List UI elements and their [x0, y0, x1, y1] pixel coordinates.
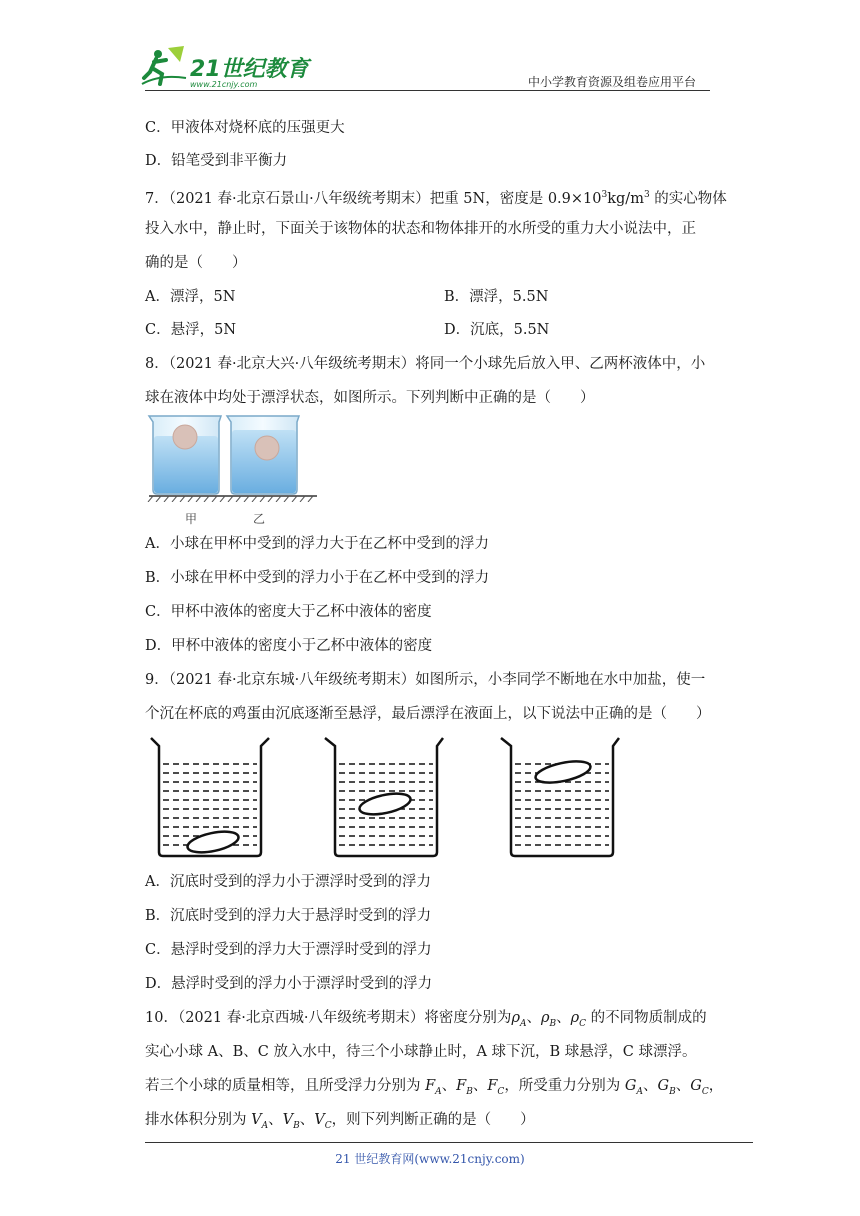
- beaker-jia: [149, 416, 221, 494]
- q7-option-a: A．漂浮，5N: [145, 289, 236, 305]
- header-divider: [145, 90, 710, 91]
- logo-text: 21世纪教育: [190, 57, 309, 82]
- q9-option-d: D．悬浮时受到的浮力小于漂浮时受到的浮力: [145, 976, 433, 992]
- q8-label-yi: 乙: [253, 512, 266, 526]
- q9-option-b: B．沉底时受到的浮力大于悬浮时受到的浮力: [145, 908, 432, 924]
- q9-stem-line1: 9．（2021 春·北京东城·八年级统考期末）如图所示，小李同学不断地在水中加盐，使一: [145, 672, 706, 688]
- q9-option-a: A．沉底时受到的浮力小于漂浮时受到的浮力: [145, 874, 431, 890]
- q8-option-b: B．小球在甲杯中受到的浮力小于在乙杯中受到的浮力: [145, 570, 490, 586]
- q8-option-a: A．小球在甲杯中受到的浮力大于在乙杯中受到的浮力: [145, 536, 489, 552]
- q9-option-c: C．悬浮时受到的浮力大于漂浮时受到的浮力: [145, 942, 432, 958]
- egg-suspended-icon: [358, 790, 413, 818]
- q7-option-c: C．悬浮，5N: [145, 322, 237, 338]
- q10-stem-line2: 实心小球 A、B、C 放入水中，待三个小球静止时，A 球下沉，B 球悬浮，C 球漂浮。: [145, 1044, 697, 1060]
- q10-stem-line1: 10．（2021 春·北京西城·八年级统考期末）将密度分别为$\rho_A$、$\rho_B$、$\rho_C$ 的不同物质制成的: [145, 1010, 707, 1029]
- footer-text: 21 世纪教育网(www.21cnjy.com): [335, 1152, 525, 1166]
- footer-divider: [145, 1142, 753, 1143]
- q8-stem-line2: 球在液体中均处于漂浮状态，如图所示。下列判断中正确的是（ ）: [145, 390, 595, 406]
- egg-sunk-icon: [186, 828, 241, 856]
- q8-stem-line1: 8．（2021 春·北京大兴·八年级统考期末）将同一个小球先后放入甲、乙两杯液体中，小: [145, 356, 706, 372]
- q10-stem-line3: 若三个小球的质量相等，且所受浮力分别为 $F_A$、$F_B$、$F_C$，所受重力分别为 $G_A$、$G_B$、$G_C$，: [145, 1078, 724, 1097]
- q7-stem-line3: 确的是（ ）: [145, 255, 247, 271]
- ball-icon: [255, 436, 279, 460]
- platform-title: 中小学教育资源及组卷应用平台: [528, 75, 697, 89]
- egg-floating-icon: [534, 757, 593, 786]
- beaker-yi: [227, 416, 299, 494]
- logo-url: www.21cnjy.com: [190, 80, 258, 89]
- q9-stem-line2: 个沉在杯底的鸡蛋由沉底逐渐至悬浮，最后漂浮在液面上，以下说法中正确的是（ ）: [145, 706, 711, 722]
- q6-option-c: C．甲液体对烧杯底的压强更大: [145, 120, 345, 136]
- q8-beakers-figure: [145, 412, 325, 502]
- q6-option-d: D．铅笔受到非平衡力: [145, 153, 288, 169]
- q7-option-d: D．沉底，5.5N: [444, 322, 550, 338]
- q8-label-jia: 甲: [185, 512, 198, 526]
- q7-stem-line1: 7．（2021 春·北京石景山·八年级统考期末）把重 5N，密度是 $0.9\times 10^3kg/m^3$ 的实心物体: [145, 190, 727, 207]
- logo-runner-icon: [140, 44, 190, 88]
- q8-option-d: D．甲杯中液体的密度小于乙杯中液体的密度: [145, 638, 433, 654]
- q7-stem-line2: 投入水中，静止时，下面关于该物体的状态和物体排开的水所受的重力大小说法中，正: [145, 221, 696, 237]
- ball-icon: [173, 425, 197, 449]
- q7-option-b: B．漂浮，5.5N: [444, 289, 549, 305]
- q10-stem-line4: 排水体积分别为 $V_A$、$V_B$、$V_C$，则下列判断正确的是（ ）: [145, 1112, 535, 1131]
- q8-option-c: C．甲杯中液体的密度大于乙杯中液体的密度: [145, 604, 432, 620]
- q9-eggs-figure: [145, 732, 745, 864]
